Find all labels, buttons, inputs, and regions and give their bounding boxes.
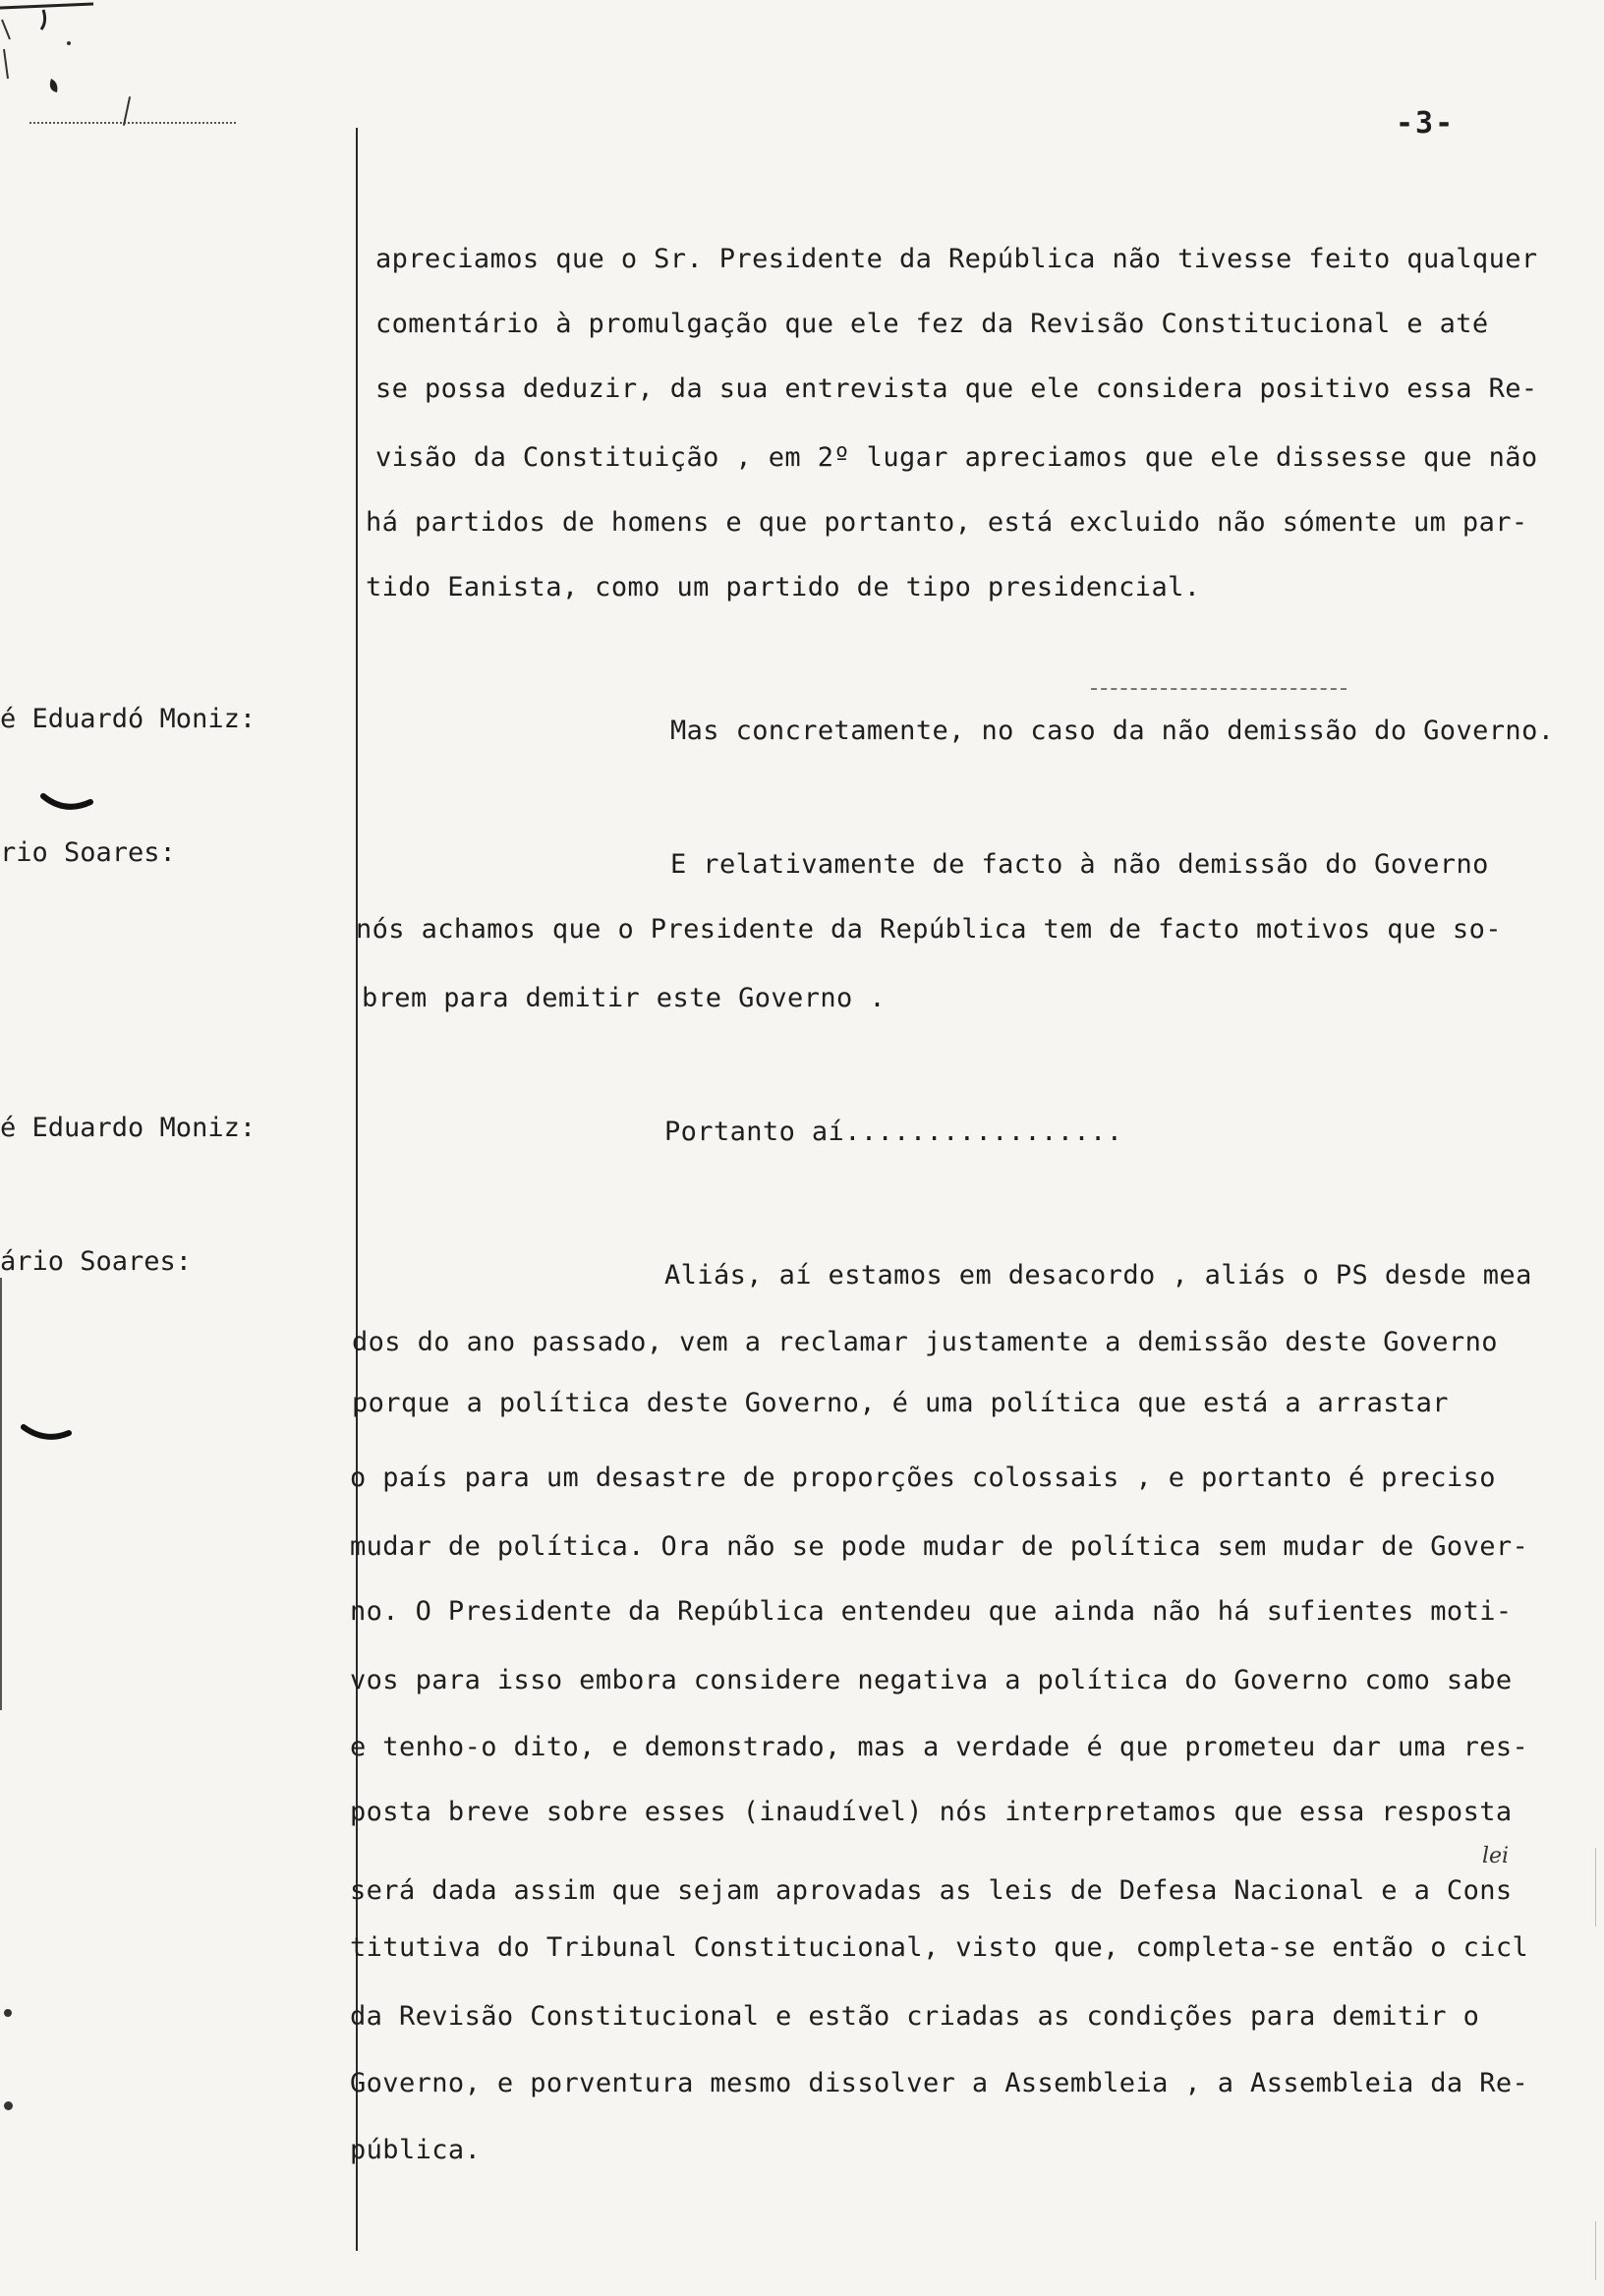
speaker-label: é Eduardó Moniz: <box>0 704 257 734</box>
text-line: Aliás, aí estamos em desacordo , aliás o PS desde mea <box>664 1260 1532 1291</box>
speaker-label: ário Soares: <box>0 1246 193 1277</box>
text-line: brem para demitir este Governo . <box>362 983 886 1013</box>
text-line: tido Eanista, como um partido de tipo presidencial. <box>366 572 1201 603</box>
text-line: comentário à promulgação que ele fez da Revisão Constitucional e até <box>375 309 1489 339</box>
text-line: o país para um desastre de proporções colossais , e portanto é preciso <box>350 1463 1496 1493</box>
text-line: e tenho-o dito, e demonstrado, mas a verdade é que prometeu dar uma res- <box>350 1732 1529 1762</box>
text-line: E relativamente de facto à não demissão do Governo <box>670 849 1489 880</box>
dashed-rule <box>1091 688 1346 690</box>
text-line: da Revisão Constitucional e estão criadas as condições para demitir o <box>350 2001 1480 2032</box>
text-line: será dada assim que sejam aprovadas as leis de Defesa Nacional e a Cons <box>350 1875 1513 1906</box>
text-line: Governo, e porventura mesmo dissolver a Assembleia , a Assembleia da Re- <box>350 2068 1529 2098</box>
handwritten-note: lei <box>1482 1844 1510 1868</box>
text-line: se possa deduzir, da sua entrevista que ele considera positivo essa Re- <box>375 373 1538 404</box>
margin-mark-icon <box>20 1421 79 1451</box>
text-line: no. O Presidente da República entendeu que ainda não há sufientes moti- <box>350 1596 1513 1627</box>
text-line: nós achamos que o Presidente da República tem de facto motivos que so- <box>356 914 1502 945</box>
corner-scribble-icon <box>0 0 108 118</box>
speaker-label: é Eduardo Moniz: <box>0 1113 257 1143</box>
text-line: pública. <box>350 2135 482 2165</box>
signature-dotted-line <box>29 122 236 124</box>
speaker-label: rio Soares: <box>0 837 176 868</box>
text-line: dos do ano passado, vem a reclamar justamente a demissão deste Governo <box>352 1327 1498 1357</box>
text-line: Mas concretamente, no caso da não demissão do Governo. <box>670 716 1555 746</box>
text-line: Portanto aí................. <box>664 1117 1123 1147</box>
text-line: titutiva do Tribunal Constitucional, visto que, completa-se então o cicl <box>350 1932 1529 1963</box>
text-line: vos para isso embora considere negativa a política do Governo como sabe <box>350 1665 1513 1695</box>
left-edge-rule <box>0 1278 2 1710</box>
text-line: visão da Constituição , em 2º lugar apreciamos que ele dissesse que não <box>375 442 1538 473</box>
text-line: apreciamos que o Sr. Presidente da República não tivesse feito qualquer <box>375 244 1538 274</box>
text-line: há partidos de homens e que portanto, está excluido não sómente um par- <box>366 507 1528 538</box>
text-line: mudar de política. Ora não se pode mudar de política sem mudar de Gover- <box>350 1531 1529 1562</box>
page-number: -3- <box>1396 106 1456 141</box>
text-line: porque a política deste Governo, é uma política que está a arrastar <box>352 1388 1449 1418</box>
text-line: posta breve sobre esses (inaudível) nós interpretamos que essa resposta <box>350 1797 1513 1827</box>
margin-mark-icon <box>39 790 98 820</box>
